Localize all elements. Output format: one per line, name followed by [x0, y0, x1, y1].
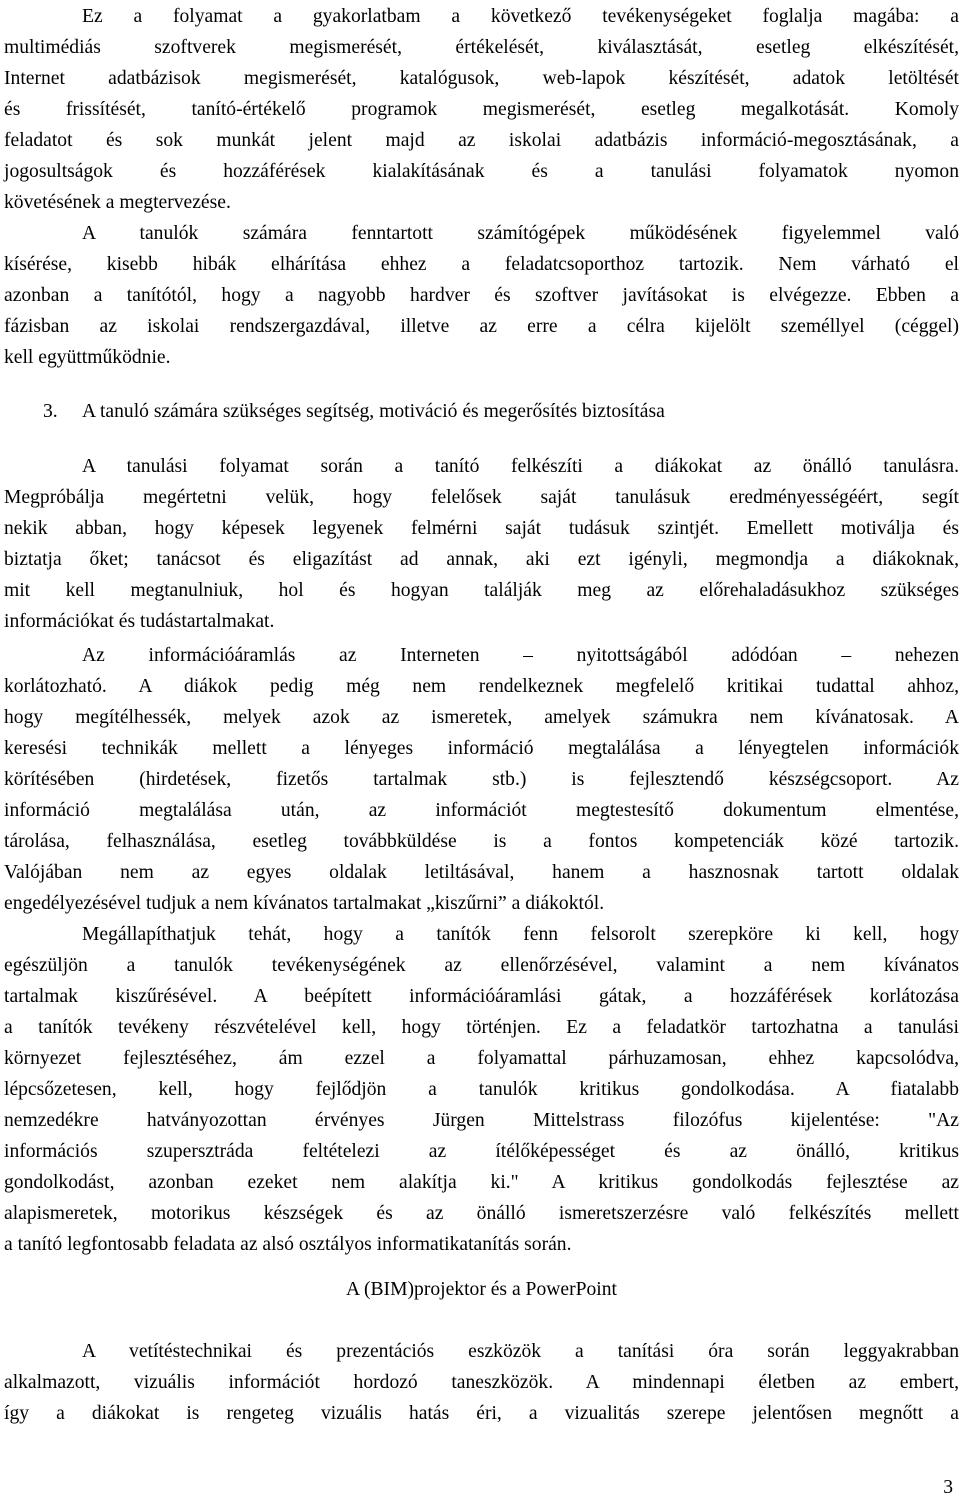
section-heading — [4, 397, 959, 427]
text-line: Megpróbálja megértetni velük, hogy felelősek saját tanulásuk eredményességéért, segít — [4, 487, 959, 508]
text-line: Internet adatbázisok megismerését, katalógusok, web-lapok készítését, adatok letöltését — [4, 68, 959, 89]
text-line: lépcsőzetesen, kell, hogy fejlődjön a tanulók kritikus gondolkodása. A fiatalabb — [4, 1079, 959, 1100]
text-line: multimédiás szoftverek megismerését, értékelését, kiválasztását, esetleg elkészítését, — [4, 37, 959, 58]
text-line: információs szupersztráda feltételezi az ítélőképességet és az önálló, kritikus — [4, 1141, 959, 1162]
text-line: tartalmak kiszűrésével. A beépített információáramlási gátak, a hozzáférések korlátozása — [4, 986, 959, 1007]
text-line: azonban a tanítótól, hogy a nagyobb hardver és szoftver javításokat is elvégezze. Ebben a — [4, 285, 959, 306]
text-line: Ez a folyamat a gyakorlatbam a következő tevékenységeket foglalja magába: a — [82, 6, 959, 27]
text-line: kell együttműködnie. — [4, 347, 171, 368]
text-line: egészüljön a tanulók tevékenységének az ellenőrzésével, valamint a nem kívánatos — [4, 955, 959, 976]
text-line: és frissítését, tanító-értékelő programok megismerését, esetleg megalkotását. Komoly — [4, 99, 959, 120]
text-line: feladatot és sok munkát jelent majd az iskolai adatbázis információ-megosztásának, a — [4, 130, 959, 151]
text-line: A tanulási folyamat során a tanító felkészíti a diákokat az önálló tanulásra. — [82, 456, 959, 477]
text-line: információ megtalálása után, az információt megtestesítő dokumentum elmentése, — [4, 800, 959, 821]
text-line: biztatja őket; tanácsot és eligazítást ad annak, aki ezt igényli, megmondja a diákoknak, — [4, 549, 959, 570]
subheading: A (BIM)projektor és a PowerPoint — [345, 1279, 617, 1300]
text-line: tárolása, felhasználása, esetleg továbbküldése is a fontos kompetenciák közé tartozik. — [4, 831, 959, 852]
text-line: nemzedékre hatványozottan érvényes Jürgen Mittelstrass filozófus kijelentése: "Az — [4, 1110, 959, 1131]
text-line: a tanítók tevékeny részvételével kell, hogy történjen. Ez a feladatkör tartozhatna a tanulási — [4, 1017, 959, 1038]
text-line: A vetítéstechnikai és prezentációs eszközök a tanítási óra során leggyakrabban — [82, 1341, 959, 1362]
text-line: mit kell megtanulniuk, hol és hogyan találják meg az előrehaladásukhoz szükséges — [4, 580, 959, 601]
text-line: alkalmazott, vizuális információt hordozó taneszközök. A mindennapi életben az embert, — [4, 1372, 959, 1393]
text-line: Megállapíthatjuk tehát, hogy a tanítók fenn felsorolt szerepköre ki kell, hogy — [82, 924, 959, 945]
section-number: 3. — [43, 401, 58, 422]
text-line: korlátozható. A diákok pedig még nem rendelkeznek megfelelő kritikai tudattal ahhoz, — [4, 676, 959, 697]
text-line: A tanulók számára fenntartott számítógépek működésének figyelemmel való — [82, 223, 959, 244]
text-line: nekik abban, hogy képesek legyenek felmérni saját tudásuk szintjét. Emellett motiválja és — [4, 518, 959, 539]
section-title: A tanuló számára szükséges segítség, motiváció és megerősítés biztosítása — [82, 401, 665, 422]
text-line: a tanító legfontosabb feladata az alsó osztályos informatikatanítás során. — [4, 1234, 572, 1255]
text-line: gondolkodást, azonban ezeket nem alakítja ki." A kritikus gondolkodás fejlesztése az — [4, 1172, 959, 1193]
text-line: így a diákokat is rengeteg vizuális hatás éri, a vizualitás szerepe jelentősen megnőtt a — [4, 1403, 959, 1424]
text-line: környezet fejlesztéséhez, ám ezzel a folyamattal párhuzamosan, ehhez kapcsolódva, — [4, 1048, 959, 1069]
page-number: 3 — [943, 1477, 953, 1498]
text-line: körítésében (hirdetések, fizetős tartalmak stb.) is fejlesztendő készségcsoport. Az — [4, 769, 959, 790]
text-line: információkat és tudástartalmakat. — [4, 611, 275, 632]
text-line: Valójában nem az egyes oldalak letiltásával, hanem a hasznosnak tartott oldalak — [4, 862, 959, 883]
text-line: követésének a megtervezése. — [4, 192, 231, 213]
text-line: fázisban az iskolai rendszergazdával, illetve az erre a célra kijelölt személlyel (céggel) — [4, 316, 959, 337]
text-line: kísérése, kisebb hibák elhárítása ehhez a feladatcsoporthoz tartozik. Nem várható el — [4, 254, 959, 275]
text-line: alapismeretek, motorikus készségek és az önálló ismeretszerzésre való felkészítés mellett — [4, 1203, 959, 1224]
text-line: engedélyezésével tudjuk a nem kívánatos tartalmakat „kiszűrni” a diákoktól. — [4, 893, 605, 914]
text-line: hogy megítélhessék, melyek azok az ismeretek, amelyek számukra nem kívánatosak. A — [4, 707, 959, 728]
text-line: keresési technikák mellett a lényeges információ megtalálása a lényegtelen információk — [4, 738, 959, 759]
text-line: jogosultságok és hozzáférések kialakításának és a tanulási folyamatok nyomon — [4, 161, 959, 182]
text-line: Az információáramlás az Interneten – nyitottságából adódóan – nehezen — [82, 645, 959, 666]
